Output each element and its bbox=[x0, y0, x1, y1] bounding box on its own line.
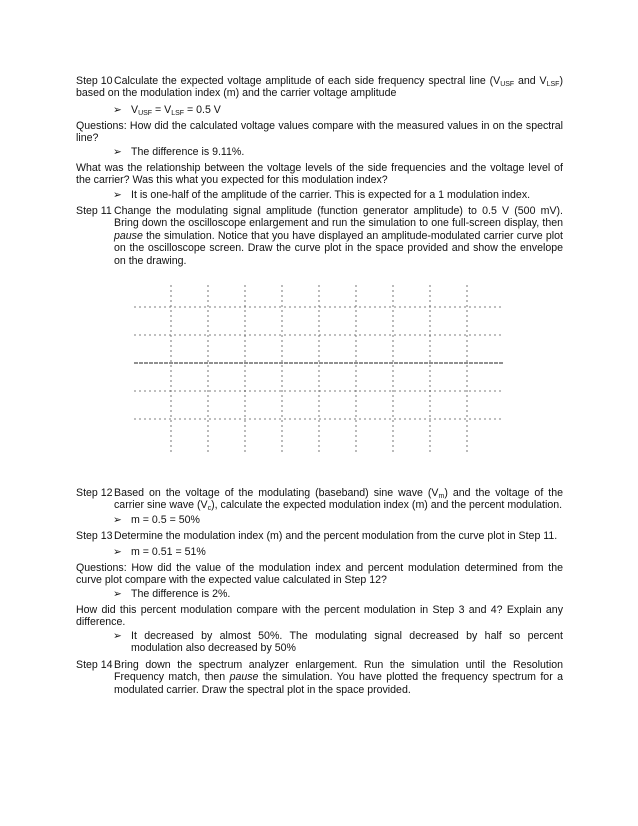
bullet-m-expected bbox=[113, 514, 563, 526]
bullet-vusf-text: $V_{USF} = V_{LSF} = 0.5$ V bbox=[131, 104, 221, 117]
arrow-bullet-icon: ➢ bbox=[113, 104, 122, 116]
question-3: Questions: How did the value of the modulation index and percent modulation determined from the curve plot compare with the expected value calculated in Step 12? bbox=[76, 562, 563, 587]
step-13 bbox=[76, 530, 563, 542]
bullet-vusf bbox=[113, 104, 563, 116]
step-14 bbox=[76, 659, 563, 696]
arrow-bullet-icon: ➢ bbox=[113, 630, 122, 642]
step-10-label: Step 10 bbox=[76, 75, 113, 87]
bullet-decreased-text: It decreased by almost 50%. The modulating signal decreased by half so percent modulation also decreased by 50% bbox=[131, 630, 563, 655]
step-12-text: Based on the voltage of the modulating (baseband) sine wave $(V_m)$ and the voltage of the carrier sine wave $(V_c)$, calculate the expected modulation index (m) and the percent modulation. bbox=[114, 487, 563, 513]
step-14-text: Bring down the spectrum analyzer enlargement. Run the simulation until the Resolution Frequency match, then pause the simulation. You have plotted the frequency spectrum for a modulated carrier. Draw the spectral plot in the space provided. bbox=[114, 659, 563, 696]
question-4: How did this percent modulation compare with the percent modulation in Step 3 and 4? Explain any difference. bbox=[76, 604, 563, 629]
bullet-difference-1 bbox=[113, 146, 563, 158]
oscilloscope-grid bbox=[134, 285, 504, 453]
bullet-decreased bbox=[113, 630, 563, 655]
arrow-bullet-icon: ➢ bbox=[113, 588, 122, 600]
arrow-bullet-icon: ➢ bbox=[113, 189, 122, 201]
step-13-text: Determine the modulation index (m) and the percent modulation from the curve plot in Step 11. bbox=[114, 530, 558, 542]
bullet-m-measured bbox=[113, 546, 563, 558]
arrow-bullet-icon: ➢ bbox=[113, 514, 122, 526]
arrow-bullet-icon: ➢ bbox=[113, 146, 122, 158]
bullet-m-measured-text: m = 0.51 = 51% bbox=[131, 546, 206, 558]
step-11-text: Change the modulating signal amplitude (function generator amplitude) to 0.5 V (500 mV). Bring down the oscilloscope enlargement and run the simulation to one full-screen display, then pause the simulation. Notice that you have displayed an amplitude-modulated carrier curve plot on the oscilloscope screen. Draw the curve plot in the space provided and show the envelope on the drawing. bbox=[114, 205, 563, 267]
step-14-label: Step 14 bbox=[76, 659, 113, 671]
step-11-label: Step 11 bbox=[76, 205, 112, 217]
step-12-label: Step 12 bbox=[76, 487, 113, 499]
step-10 bbox=[76, 75, 563, 100]
bullet-one-half bbox=[113, 189, 563, 201]
step-11 bbox=[76, 205, 563, 267]
bullet-one-half-text: It is one-half of the amplitude of the carrier. This is expected for a 1 modulation index. bbox=[131, 189, 531, 201]
bullet-difference-2-text: The difference is 2%. bbox=[131, 588, 231, 600]
step-13-label: Step 13 bbox=[76, 530, 113, 542]
question-1: Questions: How did the calculated voltage values compare with the measured values in on the spectral line? bbox=[76, 120, 563, 145]
bullet-m-expected-text: m = 0.5 = 50% bbox=[131, 514, 200, 526]
question-2: What was the relationship between the voltage levels of the side frequencies and the voltage level of the carrier? Was this what you expected for this modulation index? bbox=[76, 162, 563, 187]
step-12 bbox=[76, 487, 563, 512]
bullet-difference-1-text: The difference is 9.11%. bbox=[131, 146, 245, 158]
bullet-difference-2 bbox=[113, 588, 563, 600]
step-10-text: Calculate the expected voltage amplitude of each side frequency spectral line ($V_{USF}$ and $V_{LSF}$) based on the modulation index (m) and the carrier voltage amplitude bbox=[76, 75, 563, 100]
arrow-bullet-icon: ➢ bbox=[113, 546, 122, 558]
